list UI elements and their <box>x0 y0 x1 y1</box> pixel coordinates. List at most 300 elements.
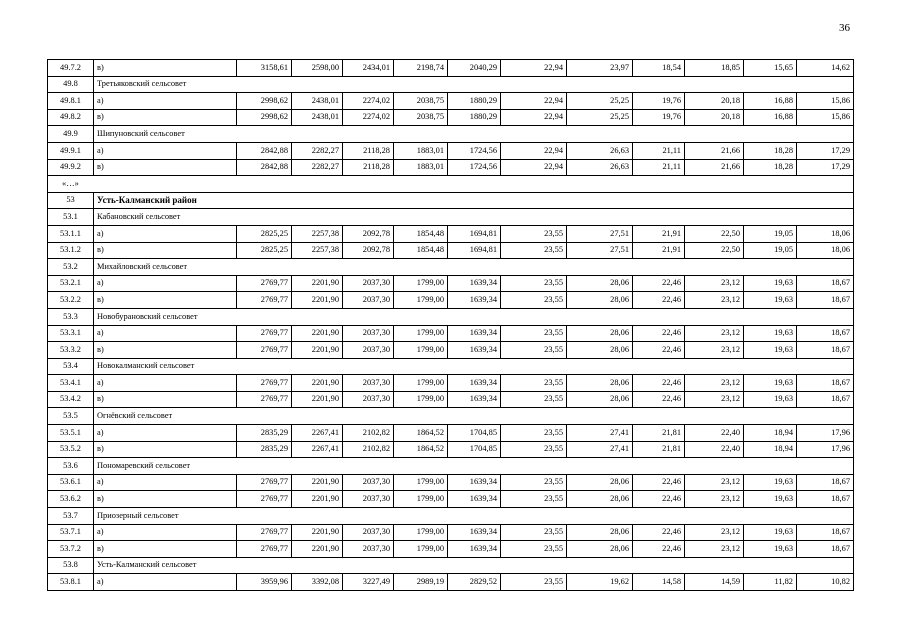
value-cell: 1799,00 <box>394 275 448 292</box>
value-cell: 1864,52 <box>394 441 448 458</box>
value-cell: 17,29 <box>797 142 854 159</box>
value-cell: 1639,34 <box>448 325 501 342</box>
value-cell: 1639,34 <box>448 474 501 491</box>
row-label: в) <box>94 541 237 558</box>
value-cell: 2274,02 <box>343 93 394 110</box>
row-code: 53.5.1 <box>48 425 94 442</box>
row-label: в) <box>94 391 237 408</box>
value-cell: 19,63 <box>744 491 797 508</box>
row-code: 49.9.1 <box>48 142 94 159</box>
value-cell: 1799,00 <box>394 524 448 541</box>
value-cell: 22,50 <box>685 225 744 242</box>
value-cell: 22,46 <box>633 375 685 392</box>
row-code: 53.2.1 <box>48 275 94 292</box>
value-cell: 2037,30 <box>343 275 394 292</box>
value-cell: 2037,30 <box>343 292 394 309</box>
value-cell: 1639,34 <box>448 375 501 392</box>
value-cell: 1880,29 <box>448 93 501 110</box>
value-cell: 1864,52 <box>394 425 448 442</box>
value-cell: 18,67 <box>797 292 854 309</box>
table-row <box>48 275 854 292</box>
value-cell: 1799,00 <box>394 342 448 359</box>
row-code: 53.6 <box>48 458 94 475</box>
table-row <box>48 325 854 342</box>
value-cell: 2201,90 <box>292 491 343 508</box>
section-title: Новокалманский сельсовет <box>94 358 854 375</box>
value-cell: 2257,38 <box>292 242 343 259</box>
value-cell: 1854,48 <box>394 242 448 259</box>
table-row <box>48 391 854 408</box>
value-cell: 28,06 <box>567 524 633 541</box>
row-label: а) <box>94 474 237 491</box>
table-row <box>48 524 854 541</box>
value-cell: 28,06 <box>567 275 633 292</box>
value-cell: 22,46 <box>633 325 685 342</box>
table-row <box>48 541 854 558</box>
omitted-rows-marker: «…» <box>48 176 854 193</box>
value-cell: 2037,30 <box>343 375 394 392</box>
value-cell: 2102,82 <box>343 425 394 442</box>
value-cell: 19,63 <box>744 275 797 292</box>
value-cell: 1639,34 <box>448 524 501 541</box>
value-cell: 23,97 <box>567 60 633 77</box>
row-code: 53.6.1 <box>48 474 94 491</box>
value-cell: 19,63 <box>744 524 797 541</box>
value-cell: 19,63 <box>744 292 797 309</box>
value-cell: 23,55 <box>501 275 567 292</box>
value-cell: 23,55 <box>501 425 567 442</box>
value-cell: 21,66 <box>685 159 744 176</box>
value-cell: 2037,30 <box>343 325 394 342</box>
section-title: Кабановский сельсовет <box>94 209 854 226</box>
row-label: а) <box>94 275 237 292</box>
value-cell: 2092,78 <box>343 225 394 242</box>
row-code: 53.5 <box>48 408 94 425</box>
row-label: а) <box>94 574 237 591</box>
value-cell: 2037,30 <box>343 474 394 491</box>
value-cell: 23,12 <box>685 491 744 508</box>
value-cell: 25,25 <box>567 109 633 126</box>
row-code: 53.7.2 <box>48 541 94 558</box>
table-row <box>48 159 854 176</box>
row-label: в) <box>94 342 237 359</box>
table-body <box>48 60 854 591</box>
row-code: 53.5.2 <box>48 441 94 458</box>
table-row <box>48 342 854 359</box>
value-cell: 18,67 <box>797 541 854 558</box>
section-row <box>48 126 854 143</box>
value-cell: 2201,90 <box>292 474 343 491</box>
value-cell: 22,46 <box>633 541 685 558</box>
value-cell: 23,55 <box>501 225 567 242</box>
value-cell: 19,76 <box>633 93 685 110</box>
value-cell: 15,86 <box>797 109 854 126</box>
row-label: а) <box>94 524 237 541</box>
page-number: 36 <box>839 22 850 34</box>
section-title: Приозерный сельсовет <box>94 508 854 525</box>
value-cell: 3227,49 <box>343 574 394 591</box>
section-title: Михайловский сельсовет <box>94 259 854 276</box>
value-cell: 18,94 <box>744 425 797 442</box>
value-cell: 18,67 <box>797 375 854 392</box>
value-cell: 28,06 <box>567 342 633 359</box>
row-code: 53.7.1 <box>48 524 94 541</box>
value-cell: 2282,27 <box>292 159 343 176</box>
row-code: 53.3 <box>48 308 94 325</box>
value-cell: 2835,29 <box>237 441 292 458</box>
section-row <box>48 458 854 475</box>
value-cell: 2835,29 <box>237 425 292 442</box>
value-cell: 2829,52 <box>448 574 501 591</box>
value-cell: 17,29 <box>797 159 854 176</box>
row-code: 53.3.2 <box>48 342 94 359</box>
value-cell: 1799,00 <box>394 474 448 491</box>
value-cell: 2037,30 <box>343 524 394 541</box>
value-cell: 18,94 <box>744 441 797 458</box>
value-cell: 1639,34 <box>448 275 501 292</box>
section-title: Пономаревский сельсовет <box>94 458 854 475</box>
value-cell: 22,94 <box>501 109 567 126</box>
value-cell: 23,12 <box>685 342 744 359</box>
section-row <box>48 557 854 574</box>
value-cell: 22,46 <box>633 391 685 408</box>
row-label: в) <box>94 292 237 309</box>
row-label: в) <box>94 242 237 259</box>
value-cell: 2038,75 <box>394 109 448 126</box>
value-cell: 22,94 <box>501 93 567 110</box>
value-cell: 1883,01 <box>394 142 448 159</box>
section-row <box>48 358 854 375</box>
value-cell: 3392,08 <box>292 574 343 591</box>
row-code: 53.6.2 <box>48 491 94 508</box>
value-cell: 1724,56 <box>448 142 501 159</box>
value-cell: 19,63 <box>744 541 797 558</box>
value-cell: 23,55 <box>501 242 567 259</box>
section-row <box>48 408 854 425</box>
value-cell: 22,46 <box>633 491 685 508</box>
value-cell: 2201,90 <box>292 541 343 558</box>
value-cell: 2434,01 <box>343 60 394 77</box>
value-cell: 28,06 <box>567 292 633 309</box>
value-cell: 23,55 <box>501 474 567 491</box>
value-cell: 17,96 <box>797 425 854 442</box>
value-cell: 1639,34 <box>448 391 501 408</box>
value-cell: 1799,00 <box>394 292 448 309</box>
value-cell: 2769,77 <box>237 491 292 508</box>
section-row <box>48 76 854 93</box>
table-row <box>48 242 854 259</box>
value-cell: 22,46 <box>633 524 685 541</box>
value-cell: 1799,00 <box>394 375 448 392</box>
table-row <box>48 441 854 458</box>
value-cell: 1799,00 <box>394 541 448 558</box>
value-cell: 2037,30 <box>343 342 394 359</box>
row-label: в) <box>94 109 237 126</box>
value-cell: 23,12 <box>685 391 744 408</box>
value-cell: 15,65 <box>744 60 797 77</box>
value-cell: 18,85 <box>685 60 744 77</box>
value-cell: 2040,29 <box>448 60 501 77</box>
row-label: а) <box>94 325 237 342</box>
value-cell: 28,06 <box>567 325 633 342</box>
value-cell: 28,06 <box>567 491 633 508</box>
value-cell: 18,67 <box>797 524 854 541</box>
value-cell: 19,63 <box>744 474 797 491</box>
value-cell: 2274,02 <box>343 109 394 126</box>
value-cell: 2825,25 <box>237 242 292 259</box>
row-label: а) <box>94 375 237 392</box>
row-label: а) <box>94 142 237 159</box>
value-cell: 28,06 <box>567 375 633 392</box>
value-cell: 23,55 <box>501 292 567 309</box>
value-cell: 23,12 <box>685 375 744 392</box>
value-cell: 2438,01 <box>292 109 343 126</box>
table-row <box>48 491 854 508</box>
value-cell: 2769,77 <box>237 275 292 292</box>
section-title: Новобурановский сельсовет <box>94 308 854 325</box>
value-cell: 1883,01 <box>394 159 448 176</box>
value-cell: 15,86 <box>797 93 854 110</box>
value-cell: 28,06 <box>567 541 633 558</box>
value-cell: 1639,34 <box>448 491 501 508</box>
section-row <box>48 259 854 276</box>
value-cell: 2257,38 <box>292 225 343 242</box>
value-cell: 2201,90 <box>292 524 343 541</box>
value-cell: 2998,62 <box>237 93 292 110</box>
value-cell: 2769,77 <box>237 541 292 558</box>
value-cell: 19,63 <box>744 325 797 342</box>
value-cell: 23,55 <box>501 391 567 408</box>
value-cell: 22,94 <box>501 159 567 176</box>
value-cell: 27,51 <box>567 225 633 242</box>
value-cell: 19,76 <box>633 109 685 126</box>
value-cell: 22,46 <box>633 342 685 359</box>
value-cell: 1799,00 <box>394 491 448 508</box>
row-code: 49.9.2 <box>48 159 94 176</box>
row-label: а) <box>94 225 237 242</box>
row-label: в) <box>94 159 237 176</box>
value-cell: 1639,34 <box>448 541 501 558</box>
value-cell: 22,50 <box>685 242 744 259</box>
value-cell: 2282,27 <box>292 142 343 159</box>
value-cell: 1694,81 <box>448 242 501 259</box>
value-cell: 27,41 <box>567 425 633 442</box>
value-cell: 20,18 <box>685 93 744 110</box>
value-cell: 21,91 <box>633 242 685 259</box>
section-row <box>48 308 854 325</box>
value-cell: 23,12 <box>685 325 744 342</box>
value-cell: 2825,25 <box>237 225 292 242</box>
value-cell: 19,05 <box>744 242 797 259</box>
table-row <box>48 292 854 309</box>
value-cell: 2267,41 <box>292 441 343 458</box>
value-cell: 20,18 <box>685 109 744 126</box>
value-cell: 22,46 <box>633 292 685 309</box>
value-cell: 16,88 <box>744 93 797 110</box>
value-cell: 18,67 <box>797 275 854 292</box>
value-cell: 23,55 <box>501 574 567 591</box>
value-cell: 19,63 <box>744 391 797 408</box>
value-cell: 23,55 <box>501 524 567 541</box>
row-code: 53.4.2 <box>48 391 94 408</box>
value-cell: 23,12 <box>685 275 744 292</box>
value-cell: 11,82 <box>744 574 797 591</box>
value-cell: 1724,56 <box>448 159 501 176</box>
value-cell: 23,55 <box>501 541 567 558</box>
value-cell: 2769,77 <box>237 391 292 408</box>
value-cell: 18,28 <box>744 159 797 176</box>
value-cell: 21,81 <box>633 425 685 442</box>
value-cell: 2038,75 <box>394 93 448 110</box>
row-code: 53.8 <box>48 557 94 574</box>
value-cell: 2769,77 <box>237 524 292 541</box>
value-cell: 3158,61 <box>237 60 292 77</box>
value-cell: 26,63 <box>567 142 633 159</box>
value-cell: 2201,90 <box>292 292 343 309</box>
value-cell: 21,81 <box>633 441 685 458</box>
value-cell: 17,96 <box>797 441 854 458</box>
value-cell: 18,28 <box>744 142 797 159</box>
value-cell: 1799,00 <box>394 391 448 408</box>
value-cell: 22,40 <box>685 441 744 458</box>
value-cell: 2769,77 <box>237 342 292 359</box>
section-title: Третьяковский сельсовет <box>94 76 854 93</box>
value-cell: 3959,96 <box>237 574 292 591</box>
row-code: 53.1 <box>48 209 94 226</box>
row-code: 53.7 <box>48 508 94 525</box>
value-cell: 1880,29 <box>448 109 501 126</box>
row-code: 53.2.2 <box>48 292 94 309</box>
value-cell: 23,55 <box>501 491 567 508</box>
value-cell: 10,82 <box>797 574 854 591</box>
value-cell: 18,67 <box>797 325 854 342</box>
value-cell: 2769,77 <box>237 474 292 491</box>
value-cell: 27,41 <box>567 441 633 458</box>
row-code: 53.2 <box>48 259 94 276</box>
value-cell: 19,62 <box>567 574 633 591</box>
ellipsis-row <box>48 176 854 193</box>
row-code: 53.8.1 <box>48 574 94 591</box>
row-code: 49.7.2 <box>48 60 94 77</box>
value-cell: 21,11 <box>633 142 685 159</box>
row-code: 49.8.2 <box>48 109 94 126</box>
row-label: в) <box>94 491 237 508</box>
value-cell: 2201,90 <box>292 275 343 292</box>
value-cell: 2769,77 <box>237 375 292 392</box>
section-title: Огнёвский сельсовет <box>94 408 854 425</box>
value-cell: 21,66 <box>685 142 744 159</box>
row-code: 53.4.1 <box>48 375 94 392</box>
value-cell: 22,40 <box>685 425 744 442</box>
value-cell: 1704,85 <box>448 441 501 458</box>
section-title: Усть-Калманский сельсовет <box>94 557 854 574</box>
value-cell: 14,62 <box>797 60 854 77</box>
table-row <box>48 474 854 491</box>
row-label: а) <box>94 425 237 442</box>
value-cell: 22,46 <box>633 474 685 491</box>
row-code: 49.8 <box>48 76 94 93</box>
value-cell: 2989,19 <box>394 574 448 591</box>
table-row <box>48 93 854 110</box>
value-cell: 2201,90 <box>292 342 343 359</box>
value-cell: 26,63 <box>567 159 633 176</box>
tariff-table <box>47 59 854 591</box>
value-cell: 2769,77 <box>237 292 292 309</box>
row-code: 49.8.1 <box>48 93 94 110</box>
value-cell: 2118,28 <box>343 142 394 159</box>
value-cell: 23,55 <box>501 342 567 359</box>
value-cell: 2092,78 <box>343 242 394 259</box>
district-title: Усть-Калманский район <box>94 192 854 209</box>
row-label: в) <box>94 441 237 458</box>
value-cell: 2998,62 <box>237 109 292 126</box>
value-cell: 2438,01 <box>292 93 343 110</box>
value-cell: 2201,90 <box>292 391 343 408</box>
value-cell: 23,12 <box>685 541 744 558</box>
value-cell: 18,67 <box>797 491 854 508</box>
table-row <box>48 574 854 591</box>
value-cell: 18,06 <box>797 225 854 242</box>
value-cell: 18,54 <box>633 60 685 77</box>
value-cell: 2598,00 <box>292 60 343 77</box>
section-title: Шипуновский сельсовет <box>94 126 854 143</box>
value-cell: 19,05 <box>744 225 797 242</box>
section-row <box>48 209 854 226</box>
value-cell: 23,55 <box>501 441 567 458</box>
table-row <box>48 375 854 392</box>
value-cell: 1639,34 <box>448 292 501 309</box>
value-cell: 23,55 <box>501 325 567 342</box>
row-label: а) <box>94 93 237 110</box>
row-code: 53 <box>48 192 94 209</box>
value-cell: 23,12 <box>685 292 744 309</box>
row-code: 53.1.2 <box>48 242 94 259</box>
value-cell: 23,12 <box>685 524 744 541</box>
table-row <box>48 142 854 159</box>
value-cell: 18,67 <box>797 474 854 491</box>
value-cell: 18,67 <box>797 391 854 408</box>
table-row <box>48 109 854 126</box>
value-cell: 18,67 <box>797 342 854 359</box>
value-cell: 1639,34 <box>448 342 501 359</box>
row-code: 49.9 <box>48 126 94 143</box>
table-row <box>48 225 854 242</box>
value-cell: 1799,00 <box>394 325 448 342</box>
value-cell: 28,06 <box>567 474 633 491</box>
value-cell: 2118,28 <box>343 159 394 176</box>
value-cell: 22,94 <box>501 142 567 159</box>
value-cell: 25,25 <box>567 93 633 110</box>
value-cell: 2102,82 <box>343 441 394 458</box>
value-cell: 14,58 <box>633 574 685 591</box>
value-cell: 2201,90 <box>292 375 343 392</box>
value-cell: 19,63 <box>744 342 797 359</box>
row-label: в) <box>94 60 237 77</box>
value-cell: 1694,81 <box>448 225 501 242</box>
value-cell: 2769,77 <box>237 325 292 342</box>
section-row <box>48 508 854 525</box>
district-heading-row <box>48 192 854 209</box>
table-row <box>48 60 854 77</box>
value-cell: 2842,88 <box>237 142 292 159</box>
value-cell: 18,06 <box>797 242 854 259</box>
value-cell: 2842,88 <box>237 159 292 176</box>
value-cell: 27,51 <box>567 242 633 259</box>
value-cell: 23,12 <box>685 474 744 491</box>
value-cell: 14,59 <box>685 574 744 591</box>
row-code: 53.4 <box>48 358 94 375</box>
value-cell: 19,63 <box>744 375 797 392</box>
